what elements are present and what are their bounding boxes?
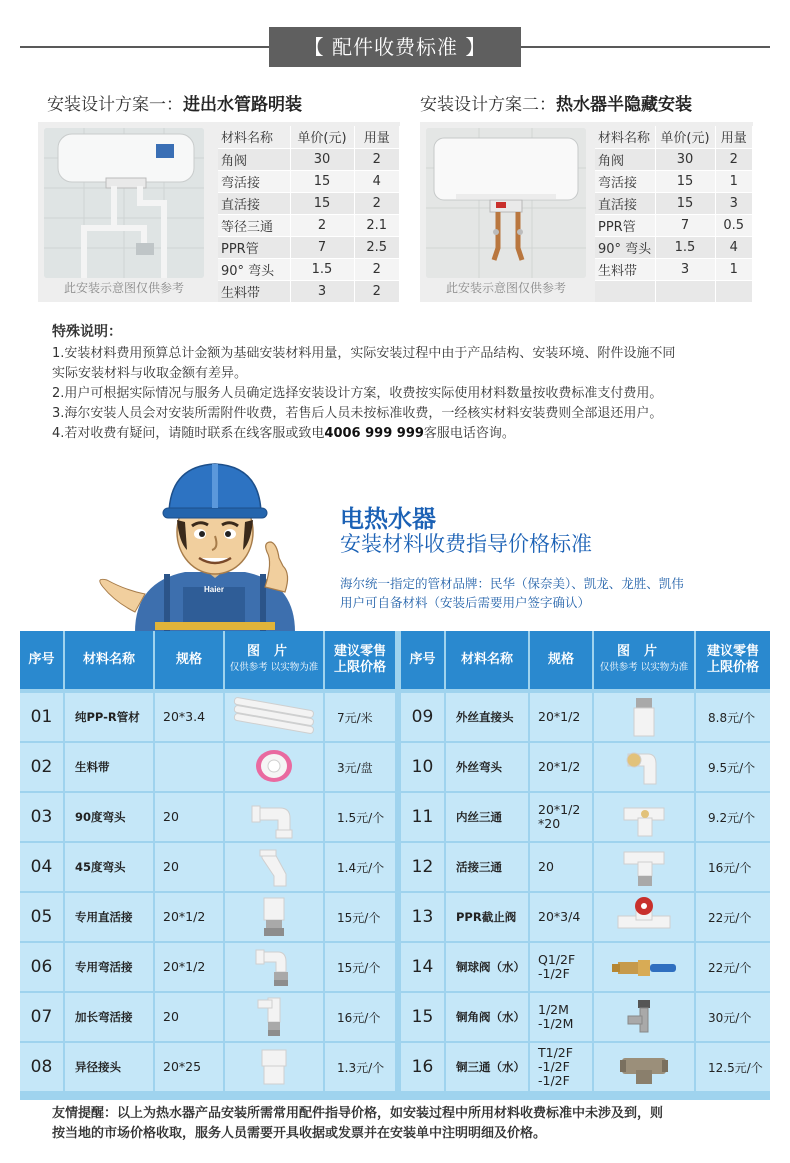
material-spec: 20 xyxy=(155,793,223,841)
row-number: 11 xyxy=(401,793,444,841)
price-header-line: 上限价格 xyxy=(706,660,759,675)
material-name: 铜三通（水） xyxy=(446,1043,528,1091)
quantity: 1 xyxy=(715,258,753,280)
straight-union-icon xyxy=(228,894,320,940)
plan-2-material-table xyxy=(595,126,753,303)
quantity: 4 xyxy=(715,236,753,258)
material-name: 等径三通 xyxy=(218,214,290,236)
column-header: 材料名称 xyxy=(595,126,655,148)
material-picture xyxy=(594,993,694,1041)
plan-1-caption: 此安装示意图仅供参考 xyxy=(63,281,184,295)
note-line: 实际安装材料与收取金额有差异。 xyxy=(52,366,248,381)
material-spec xyxy=(155,743,223,791)
material-name: 纯PP-R管材 xyxy=(65,693,153,741)
material-price: 1.3元/个 xyxy=(325,1043,395,1091)
material-picture xyxy=(225,793,323,841)
notes-title: 特殊说明： xyxy=(52,324,122,340)
plan-1-body xyxy=(38,122,400,302)
material-picture xyxy=(594,1043,694,1091)
material-price: 22元/个 xyxy=(696,893,770,941)
column-header-spec: 规格 xyxy=(530,631,592,689)
elbow-90-icon xyxy=(228,794,320,840)
material-spec: 20*1/2 xyxy=(155,943,223,991)
material-spec: 1/2M -1/2M xyxy=(530,993,592,1041)
pipe-icon xyxy=(228,694,320,740)
material-price: 7元/米 xyxy=(325,693,395,741)
material-picture xyxy=(594,743,694,791)
special-notes xyxy=(52,322,762,444)
row-number: 01 xyxy=(20,693,63,741)
price-header-line: 建议零售 xyxy=(706,644,759,659)
unit-price: 15 xyxy=(290,192,354,214)
row-number: 13 xyxy=(401,893,444,941)
unit-price: 15 xyxy=(655,192,715,214)
plan-2-caption: 此安装示意图仅供参考 xyxy=(445,281,566,295)
plan-2-title-prefix: 安装设计方案二： xyxy=(420,95,556,115)
plan-2-title xyxy=(420,92,692,118)
material-name: PPR管 xyxy=(595,214,655,236)
plan-1-title xyxy=(47,92,302,118)
material-name: 加长弯活接 xyxy=(65,993,153,1041)
quantity: 4 xyxy=(354,170,400,192)
material-picture xyxy=(594,793,694,841)
material-spec: 20 xyxy=(530,843,592,891)
elbow-45-icon xyxy=(228,844,320,890)
material-name: 弯活接 xyxy=(218,170,290,192)
material-name: 生料带 xyxy=(218,280,290,302)
material-price: 9.2元/个 xyxy=(696,793,770,841)
material-name: 生料带 xyxy=(65,743,153,791)
picture-header-note: 仅供参考 以实物为准 xyxy=(229,662,319,673)
material-price: 15元/个 xyxy=(325,943,395,991)
column-header-picture xyxy=(594,631,694,689)
material-name: 异径接头 xyxy=(65,1043,153,1091)
table-row xyxy=(218,148,400,170)
material-name: 内丝三通 xyxy=(446,793,528,841)
material-price: 9.5元/个 xyxy=(696,743,770,791)
column-header-price xyxy=(325,631,395,689)
plan-2-photo xyxy=(426,128,586,278)
material-name: 铜角阀（水） xyxy=(446,993,528,1041)
material-name: PPR截止阀 xyxy=(446,893,528,941)
plan-1-material-table xyxy=(218,126,400,303)
material-spec: 20 xyxy=(155,843,223,891)
table-header-row xyxy=(595,126,753,148)
unit-price: 15 xyxy=(655,170,715,192)
column-header-no: 序号 xyxy=(20,631,63,689)
unit-price: 7 xyxy=(655,214,715,236)
material-name: 生料带 xyxy=(595,258,655,280)
row-number: 03 xyxy=(20,793,63,841)
material-price: 15元/个 xyxy=(325,893,395,941)
table-row xyxy=(218,214,400,236)
material-picture xyxy=(594,693,694,741)
material-picture xyxy=(225,693,323,741)
tape-roll-icon xyxy=(228,744,320,790)
column-header-picture xyxy=(225,631,323,689)
table-row xyxy=(218,236,400,258)
plan-1-photo xyxy=(44,128,204,278)
plan-1-title-bold: 进出水管路明装 xyxy=(183,95,302,115)
male-straight-icon xyxy=(598,694,690,740)
price-header-line: 上限价格 xyxy=(333,660,386,675)
brand-line: 海尔统一指定的管材品牌：民华（保奈美）、凯龙、龙胜、凯伟 xyxy=(340,576,684,591)
row-number: 05 xyxy=(20,893,63,941)
material-name: 90° 弯头 xyxy=(218,258,290,280)
plan-1-title-prefix: 安装设计方案一： xyxy=(47,95,183,115)
unit-price: 7 xyxy=(290,236,354,258)
note-line: 1.安装材料费用预算总计金额为基础安装材料用量，实际安装过程中由于产品结构、安装环境、附件设施不同 xyxy=(52,346,676,361)
material-price: 8.8元/个 xyxy=(696,693,770,741)
technician-mascot-image xyxy=(95,462,325,632)
material-picture xyxy=(225,1043,323,1091)
quantity: 2.1 xyxy=(354,214,400,236)
table-row xyxy=(218,258,400,280)
plan-2-title-bold: 热水器半隐藏安装 xyxy=(556,95,692,115)
table-row xyxy=(595,236,753,258)
material-name: 弯活接 xyxy=(595,170,655,192)
column-header-no: 序号 xyxy=(401,631,444,689)
brand-note xyxy=(340,574,684,612)
column-header-price xyxy=(696,631,770,689)
unit-price: 30 xyxy=(290,148,354,170)
note-line: 2.用户可根据实际情况与服务人员确定选择安装设计方案，收费按实际使用材料数量按收费标准支付费用。 xyxy=(52,386,663,401)
picture-header-title: 图片 xyxy=(246,644,301,659)
unit-price: 3 xyxy=(655,258,715,280)
row-number: 14 xyxy=(401,943,444,991)
table-row xyxy=(595,214,753,236)
column-header-spec: 规格 xyxy=(155,631,223,689)
ball-valve-icon xyxy=(598,944,690,990)
table-row xyxy=(595,192,753,214)
material-name: 直活接 xyxy=(595,192,655,214)
quantity: 2.5 xyxy=(354,236,400,258)
material-name: 外丝直接头 xyxy=(446,693,528,741)
row-number: 16 xyxy=(401,1043,444,1091)
row-number: 10 xyxy=(401,743,444,791)
material-name: PPR管 xyxy=(218,236,290,258)
quantity: 2 xyxy=(354,148,400,170)
material-name: 专用弯活接 xyxy=(65,943,153,991)
long-elbow-union-icon xyxy=(228,994,320,1040)
picture-header-title: 图片 xyxy=(616,644,671,659)
row-number: 04 xyxy=(20,843,63,891)
unit-price: 15 xyxy=(290,170,354,192)
column-header: 单价(元) xyxy=(655,126,715,148)
material-price: 16元/个 xyxy=(325,993,395,1041)
quantity: 2 xyxy=(354,280,400,302)
material-price: 3元/盘 xyxy=(325,743,395,791)
material-spec: 20*1/2 xyxy=(530,693,592,741)
quantity: 0.5 xyxy=(715,214,753,236)
material-picture xyxy=(225,943,323,991)
unit-price: 1.5 xyxy=(655,236,715,258)
material-name: 90° 弯头 xyxy=(595,236,655,258)
male-elbow-icon xyxy=(598,744,690,790)
material-spec: 20*1/2 xyxy=(155,893,223,941)
note-line: 3.海尔安装人员会对安装所需附件收费，若售后人员未按标准收费，一经核实材料安装费则全部退还用户。 xyxy=(52,406,663,421)
row-number: 12 xyxy=(401,843,444,891)
union-tee-icon xyxy=(598,844,690,890)
row-number: 08 xyxy=(20,1043,63,1091)
material-price: 1.5元/个 xyxy=(325,793,395,841)
guide-subtitle: 安装材料收费指导价格标准 xyxy=(340,532,592,556)
unit-price: 3 xyxy=(290,280,354,302)
reducer-icon xyxy=(228,1044,320,1090)
material-picture xyxy=(225,993,323,1041)
material-name: 专用直活接 xyxy=(65,893,153,941)
unit-price: 30 xyxy=(655,148,715,170)
material-spec: T1/2F -1/2F -1/2F xyxy=(530,1043,592,1091)
stop-valve-icon xyxy=(598,894,690,940)
column-header: 单价(元) xyxy=(290,126,354,148)
column-header-name: 材料名称 xyxy=(65,631,153,689)
friendly-reminder xyxy=(52,1104,762,1144)
female-tee-icon xyxy=(598,794,690,840)
service-phone: 4006 999 999 xyxy=(324,426,424,441)
unit-price: 2 xyxy=(290,214,354,236)
brand-line: 用户可自备材料（安装后需要用户签字确认） xyxy=(340,595,591,610)
column-header: 材料名称 xyxy=(218,126,290,148)
reminder-line: 友情提醒：以上为热水器产品安装所需常用配件指导价格，如安装过程中所用材料收费标准中未涉及到，则 xyxy=(52,1106,664,1121)
row-number: 07 xyxy=(20,993,63,1041)
material-name: 活接三通 xyxy=(446,843,528,891)
table-header-row xyxy=(218,126,400,148)
price-table xyxy=(20,631,770,1100)
material-name: 外丝弯头 xyxy=(446,743,528,791)
column-header-name: 材料名称 xyxy=(446,631,528,689)
table-row xyxy=(218,192,400,214)
mascot-logo: Haier xyxy=(203,585,225,594)
quantity: 1 xyxy=(715,170,753,192)
material-spec: 20*25 xyxy=(155,1043,223,1091)
note-line xyxy=(52,424,762,444)
plan-1 xyxy=(47,92,302,118)
material-picture xyxy=(225,893,323,941)
material-picture xyxy=(594,943,694,991)
elbow-union-icon xyxy=(228,944,320,990)
water-heater-semi-hidden-image xyxy=(426,128,586,278)
row-number: 02 xyxy=(20,743,63,791)
quantity: 2 xyxy=(354,258,400,280)
table-row xyxy=(595,258,753,280)
quantity: 2 xyxy=(354,192,400,214)
material-spec: 20*1/2 xyxy=(530,743,592,791)
material-name: 角阀 xyxy=(218,148,290,170)
picture-header-note: 仅供参考 以实物为准 xyxy=(599,662,689,673)
material-spec: Q1/2F -1/2F xyxy=(530,943,592,991)
note-line-text: 客服电话咨询。 xyxy=(423,426,515,441)
material-name: 铜球阀（水） xyxy=(446,943,528,991)
material-spec: 20*3.4 xyxy=(155,693,223,741)
guide-title: 电热水器 xyxy=(340,505,436,533)
water-heater-open-install-image xyxy=(44,128,204,278)
quantity: 2 xyxy=(715,148,753,170)
column-header: 用量 xyxy=(715,126,753,148)
plan-2 xyxy=(420,92,692,118)
material-spec: 20 xyxy=(155,993,223,1041)
plan-2-body xyxy=(420,122,753,302)
material-name: 45度弯头 xyxy=(65,843,153,891)
material-picture xyxy=(594,893,694,941)
material-spec: 20*3/4 xyxy=(530,893,592,941)
row-number: 06 xyxy=(20,943,63,991)
table-row xyxy=(595,148,753,170)
table-row xyxy=(218,280,400,302)
material-price: 1.4元/个 xyxy=(325,843,395,891)
unit-price: 1.5 xyxy=(290,258,354,280)
material-picture xyxy=(225,743,323,791)
material-price: 12.5元/个 xyxy=(696,1043,770,1091)
material-spec: 20*1/2 *20 xyxy=(530,793,592,841)
column-header: 用量 xyxy=(354,126,400,148)
material-price: 22元/个 xyxy=(696,943,770,991)
material-picture xyxy=(594,843,694,891)
quantity: 3 xyxy=(715,192,753,214)
table-row xyxy=(218,170,400,192)
material-name: 角阀 xyxy=(595,148,655,170)
price-header-line: 建议零售 xyxy=(333,644,386,659)
material-price: 30元/个 xyxy=(696,993,770,1041)
note-line-text: 4.若对收费有疑问，请随时联系在线客服或致电 xyxy=(52,426,325,441)
row-number: 15 xyxy=(401,993,444,1041)
row-number: 09 xyxy=(401,693,444,741)
brass-tee-icon xyxy=(598,1044,690,1090)
material-price: 16元/个 xyxy=(696,843,770,891)
material-name: 90度弯头 xyxy=(65,793,153,841)
reminder-line: 按当地的市场价格收取，服务人员需要开具收据或发票并在安装单中注明明细及价格。 xyxy=(52,1126,547,1141)
material-name: 直活接 xyxy=(218,192,290,214)
table-row xyxy=(595,280,753,302)
material-picture xyxy=(225,843,323,891)
angle-valve-icon xyxy=(598,994,690,1040)
table-row xyxy=(595,170,753,192)
section-title: 【 配件收费标准 】 xyxy=(269,27,521,67)
